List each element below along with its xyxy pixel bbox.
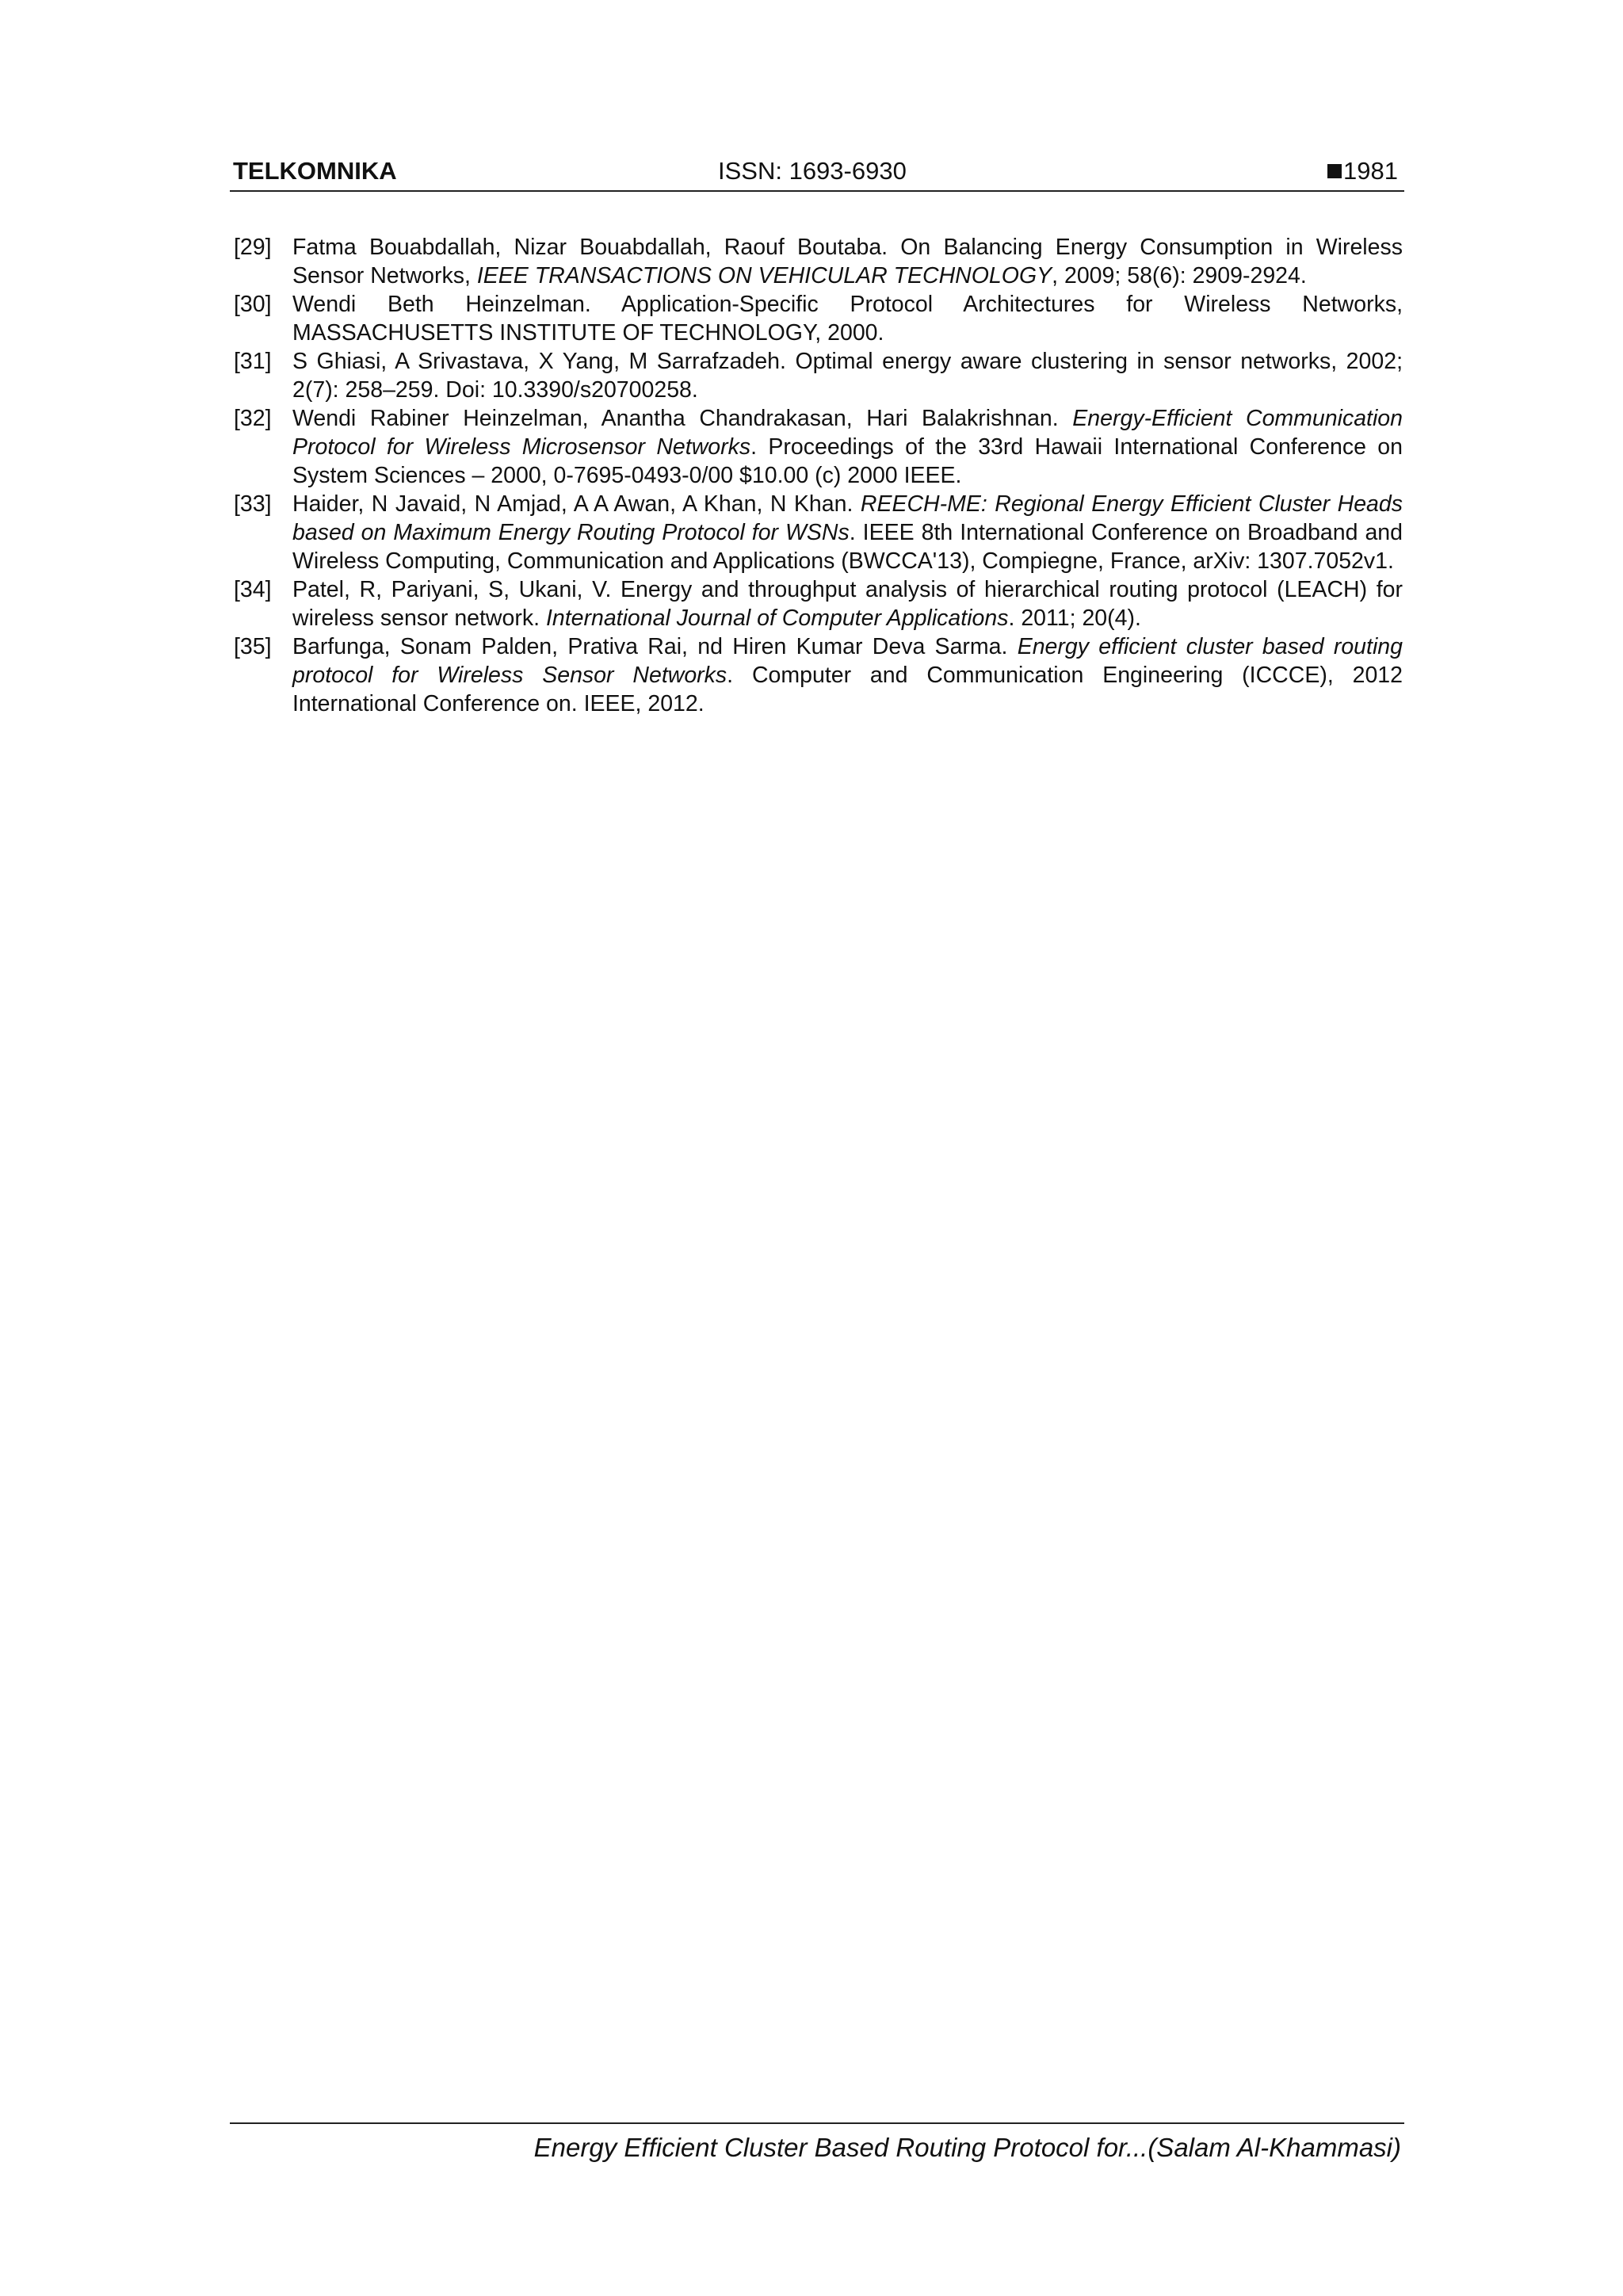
reference-number: [33] [234, 491, 272, 517]
reference-text-segment: , 2009; 58(6): 2909-2924. [1052, 263, 1307, 288]
reference-text-segment: . Proceedings of the 33rd Hawaii International Conference on System Sciences – 2000, 0-7695-0493-0/00 $10.00 (c) 2000 IEEE. [292, 434, 1403, 488]
reference-text [292, 233, 1403, 290]
reference-number: [31] [234, 349, 272, 374]
reference-number: [35] [234, 634, 272, 659]
reference-text-segment: Barfunga, Sonam Palden, Prativa Rai, nd Hiren Kumar Deva Sarma. [292, 634, 1018, 659]
reference-text-segment: Haider, N Javaid, N Amjad, A A Awan, A Khan, N Khan. [292, 491, 861, 517]
reference-title-italic: Energy-Efficient Communication Protocol for Wireless Microsensor Networks [292, 406, 1403, 460]
reference-item [234, 233, 1403, 290]
reference-text-segment: . Computer and Communication Engineering (ICCCE), 2012 International Conference on. IEEE, 2012. [292, 663, 1403, 716]
page-footer [230, 2122, 1404, 2164]
square-bullet-icon [1327, 164, 1342, 178]
reference-number: [29] [234, 235, 272, 260]
reference-text-segment: Patel, R, Pariyani, S, Ukani, V. Energy and throughput analysis of hierarchical routing protocol (LEACH) for wireless sensor network. [292, 577, 1403, 631]
reference-item [234, 404, 1403, 490]
journal-issn: ISSN: 1693-6930 [718, 157, 907, 185]
page-number: 1981 [1343, 157, 1398, 185]
reference-number: [34] [234, 577, 272, 602]
reference-title-italic: IEEE TRANSACTIONS ON VEHICULAR TECHNOLOGY [476, 263, 1052, 288]
reference-text-segment: . IEEE 8th International Conference on Broadband and Wireless Computing, Communication and Applications (BWCCA'13), Compiegne, France, arXiv: 1307.7052v1. [292, 520, 1403, 574]
reference-text [292, 490, 1403, 575]
reference-title-italic: REECH-ME: Regional Energy Efficient Cluster Heads based on Maximum Energy Routing Protocol for WSNs [292, 491, 1403, 545]
reference-text [292, 347, 1403, 404]
reference-text [292, 632, 1403, 718]
reference-text [292, 404, 1403, 490]
reference-text-segment: Wendi Rabiner Heinzelman, Anantha Chandrakasan, Hari Balakrishnan. [292, 406, 1073, 431]
reference-title-italic: International Journal of Computer Applications [545, 606, 1009, 631]
page-header [230, 155, 1404, 192]
journal-name: TELKOMNIKA [233, 157, 397, 185]
reference-number: [30] [234, 292, 272, 317]
reference-number: [32] [234, 406, 272, 431]
reference-item [234, 290, 1403, 347]
footer-running-title: Energy Efficient Cluster Based Routing Protocol for...(Salam Al-Khammasi) [533, 2133, 1401, 2162]
reference-item [234, 632, 1403, 718]
page-number-group [1327, 155, 1398, 187]
reference-text [292, 575, 1403, 632]
reference-item [234, 490, 1403, 575]
reference-text-segment: S Ghiasi, A Srivastava, X Yang, M Sarrafzadeh. Optimal energy aware clustering in sensor networks, 2002; 2(7): 258–259. Doi: 10.3390/s20700258. [292, 349, 1403, 403]
reference-text-segment: Wendi Beth Heinzelman. Application-Specific Protocol Architectures for Wireless Networks, MASSACHUSETTS INSTITUTE OF TECHNOLOGY, 2000. [292, 292, 1403, 346]
reference-item [234, 575, 1403, 632]
reference-list [234, 233, 1403, 718]
reference-text-segment: . 2011; 20(4). [1008, 606, 1141, 631]
reference-title-italic: Energy efficient cluster based routing protocol for Wireless Sensor Networks [292, 634, 1403, 688]
reference-item [234, 347, 1403, 404]
reference-text-segment: Fatma Bouabdallah, Nizar Bouabdallah, Raouf Boutaba. On Balancing Energy Consumption in Wireless Sensor Networks, [292, 235, 1403, 288]
reference-text [292, 290, 1403, 347]
